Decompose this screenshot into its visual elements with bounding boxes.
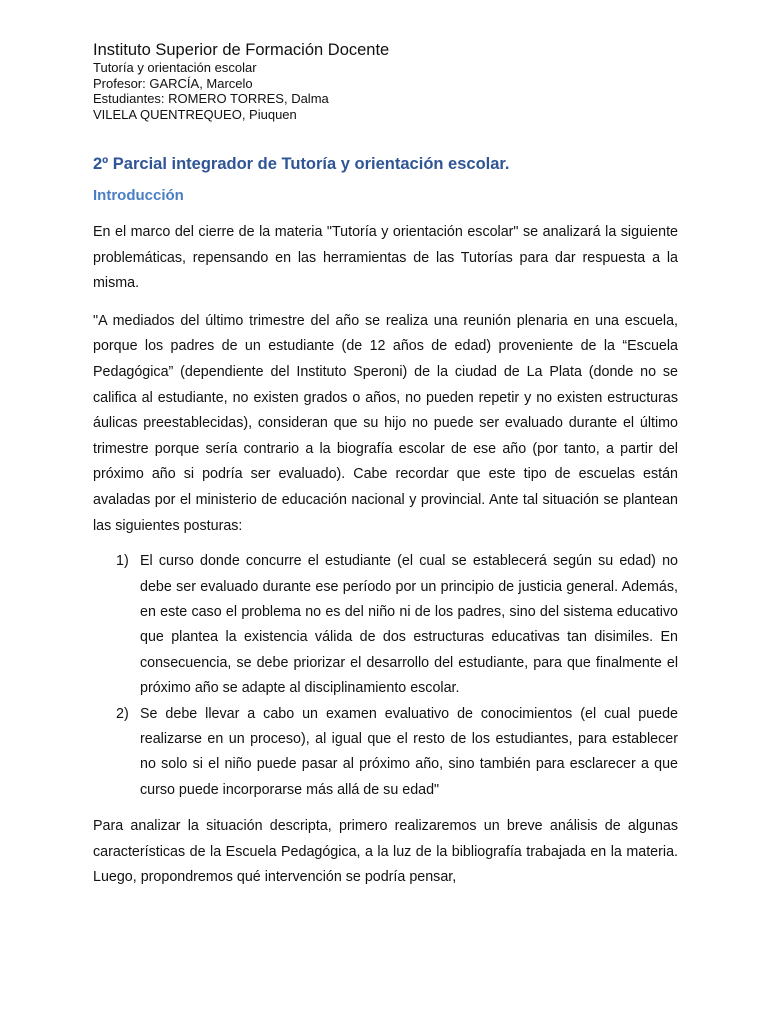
list-item-text: Se debe llevar a cabo un examen evaluativo de conocimientos (el cual puede realizarse en un proceso), al igual que el resto de los estudiantes, para establecer no solo si el niño puede pasar al próximo año, sino también para esclarecer a que curso puede incorporarse más allá de su edad" [140,705,678,798]
list-item [116,702,678,804]
list-item-number: 1) [116,553,129,570]
analysis-paragraph: Para analizar la situación descripta, primero realizaremos un breve análisis de algunas características de la Escuela Pedagógica, a la luz de la bibliografía trabajada en la materia. Luego, propondremos qué intervención se podría pensar, [93,818,678,886]
student-second-line: VILELA QUENTREQUEO, Piuquen [93,106,297,122]
intro-paragraph: En el marco del cierre de la materia "Tutoría y orientación escolar" se analizará la siguiente problemáticas, repensando en las herramientas de las Tutorías para dar respuesta a la misma. [93,224,678,292]
list-item-number: 2) [116,705,129,722]
postures-list [93,549,678,803]
list-item [116,549,678,701]
document-title: 2º Parcial integrador de Tutoría y orientación escolar. [93,155,510,173]
students-line: Estudiantes: ROMERO TORRES, Dalma [93,91,329,106]
institution-name: Instituto Superior de Formación Docente [93,41,390,59]
section-heading-introduccion: Introducción [93,187,184,204]
list-item-text: El curso donde concurre el estudiante (el cual se establecerá según su edad) no debe ser evaluado durante ese período por un principio de justicia general. Además, en este caso el problema no es del niño ni de los padres, sino del sistema educativo que plantea la existencia válida de dos estructuras educativas tan disimiles. En consecuencia, se debe priorizar el desarrollo del estudiante, para que finalmente el próximo año se adapte al disciplinamiento escolar. [140,553,678,697]
document-header [93,40,678,122]
case-paragraph: "A mediados del último trimestre del año se realiza una reunión plenaria en una escuela, porque los padres de un estudiante (de 12 años de edad) proveniente de la “Escuela Pedagógica” (dependiente del Instituto Speroni) de la ciudad de La Plata (donde no se califica al estudiante, no existen grados o años, no pueden repetir y no existen estructuras áulicas preestablecidas), consideran que su hijo no puede ser evaluado durante el último trimestre porque sería contrario a la biografía escolar de ese año (por tanto, a partir del próximo año si podría ser evaluado). Cabe recordar que este tipo de escuelas están avaladas por el ministerio de educación nacional y provincial. Ante tal situación se plantean las siguientes posturas: [93,312,678,534]
professor-name: Profesor: GARCÍA, Marcelo [93,75,253,91]
subject-name: Tutoría y orientación escolar [93,60,257,75]
